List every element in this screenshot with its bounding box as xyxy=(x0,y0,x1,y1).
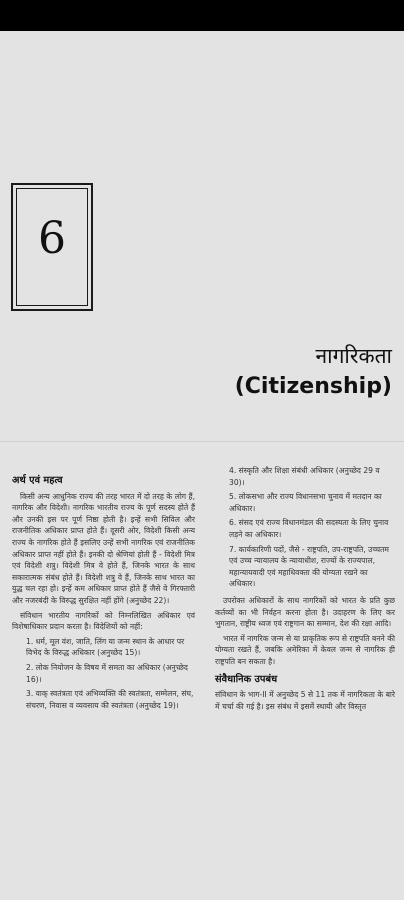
paragraph: संविधान के भाग-II में अनुच्छेद 5 से 11 तक में नागरिकता के बारे में चर्चा की गई है। इस संबंध में इसमें स्थायी और विस्तृत xyxy=(215,690,395,711)
status-bar xyxy=(0,0,404,31)
chapter-number-box xyxy=(11,183,93,311)
right-column xyxy=(215,465,395,715)
chapter-title-english: (Citizenship) xyxy=(234,374,392,399)
paragraph: भारत में नागरिक जन्म से या प्राकृतिक रूप से राष्ट्रपति बनने की योग्यता रखते हैं, जबकि अमेरिका में केवल जन्म से नागरिक ही राष्ट्रपति बन सकता है। xyxy=(215,633,395,666)
left-column xyxy=(12,475,195,716)
divider xyxy=(0,441,404,442)
list-item: 2. लोक नियोजन के विषय में समता का अधिकार (अनुच्छेद 16)। xyxy=(26,662,188,684)
document-page xyxy=(0,31,404,900)
section-heading: अर्थ एवं महत्व xyxy=(12,475,63,486)
chapter-title-hindi: नागरिकता xyxy=(315,344,392,368)
chapter-number: 6 xyxy=(38,213,66,264)
list-item: 7. कार्यकारिणी पदों, जैसे - राष्ट्रपति, उप-राष्ट्रपति, उच्चतम एवं उच्च न्यायालय के न्यायाधीश, राज्यों के राज्यपाल, महान्यायवादी एवं महाधिवक्ता की योग्यता रखने का अधिकार। xyxy=(229,544,389,589)
paragraph: उपरोक्त अधिकारों के साथ नागरिकों को भारत के प्रति कुछ कर्तव्यों का भी निर्वहन करना होता है। उदाहरण के लिए कर भुगतान, राष्ट्रीय ध्वज एवं राष्ट्रगान का सम्मान, देश की रक्षा आदि। xyxy=(215,595,395,629)
section-heading: संवैधानिक उपबंध xyxy=(215,673,278,685)
list-item: 3. वाक् स्वतंत्रता एवं अभिव्यक्ति की स्वतंत्रता, सम्मेलन, संघ, संचरण, निवास व व्यवसाय की स्वतंत्रता (अनुच्छेद 19)। xyxy=(26,689,194,710)
list-item: 5. लोकसभा और राज्य विधानसभा चुनाव में मतदान का अधिकार। xyxy=(229,492,382,513)
list-item: 1. धर्म, मूल वंश, जाति, लिंग या जन्म स्थान के आधार पर विभेद के विरुद्ध अधिकार (अनुच्छेद 15)। xyxy=(26,636,185,658)
paragraph: किसी अन्य आधुनिक राज्य की तरह भारत में दो तरह के लोग हैं, नागरिक और विदेशी। नागरिक भारतीय राज्य के पूर्ण सदस्य होते हैं और उनकी इस पर पूर्ण निष्ठा होती है। इन्हें सभी सिविल और राजनीतिक अधिकार प्राप्त होते हैं। दूसरी ओर, विदेशी किसी अन्य राज्य के नागरिक होते हैं इसलिए उन्हें सभी नागरिक एवं राजनीतिक अधिकार प्राप्त नहीं होते हैं। इनकी दो श्रेणियां होती हैं - विदेशी मित्र एवं विदेशी शत्रु। विदेशी मित्र वे होते हैं, जिनके भारत के साथ सकारात्मक संबंध होते हैं। विदेशी शत्रु वे हैं, जिनके साथ भारत का युद्ध चल रहा हो। इन्हें कम अधिकार प्राप्त होते हैं जैसे वे गिरफ्तारी और नजरबंदी के विरुद्ध सुरक्षित नहीं होंगे (अनुच्छेद 22)। xyxy=(12,491,195,605)
paragraph: संविधान भारतीय नागरिकों को निम्नलिखित अधिकार एवं विशेषाधिकार प्रदान करता है। विदेशियों को नहीं: xyxy=(12,610,195,632)
list-item: 6. संसद एवं राज्य विधानमंडल की सदस्यता के लिए चुनाव लड़ने का अधिकार। xyxy=(229,518,389,539)
list-item: 4. संस्कृति और शिक्षा संबंधी अधिकार (अनुच्छेद 29 व 30)। xyxy=(229,466,380,487)
